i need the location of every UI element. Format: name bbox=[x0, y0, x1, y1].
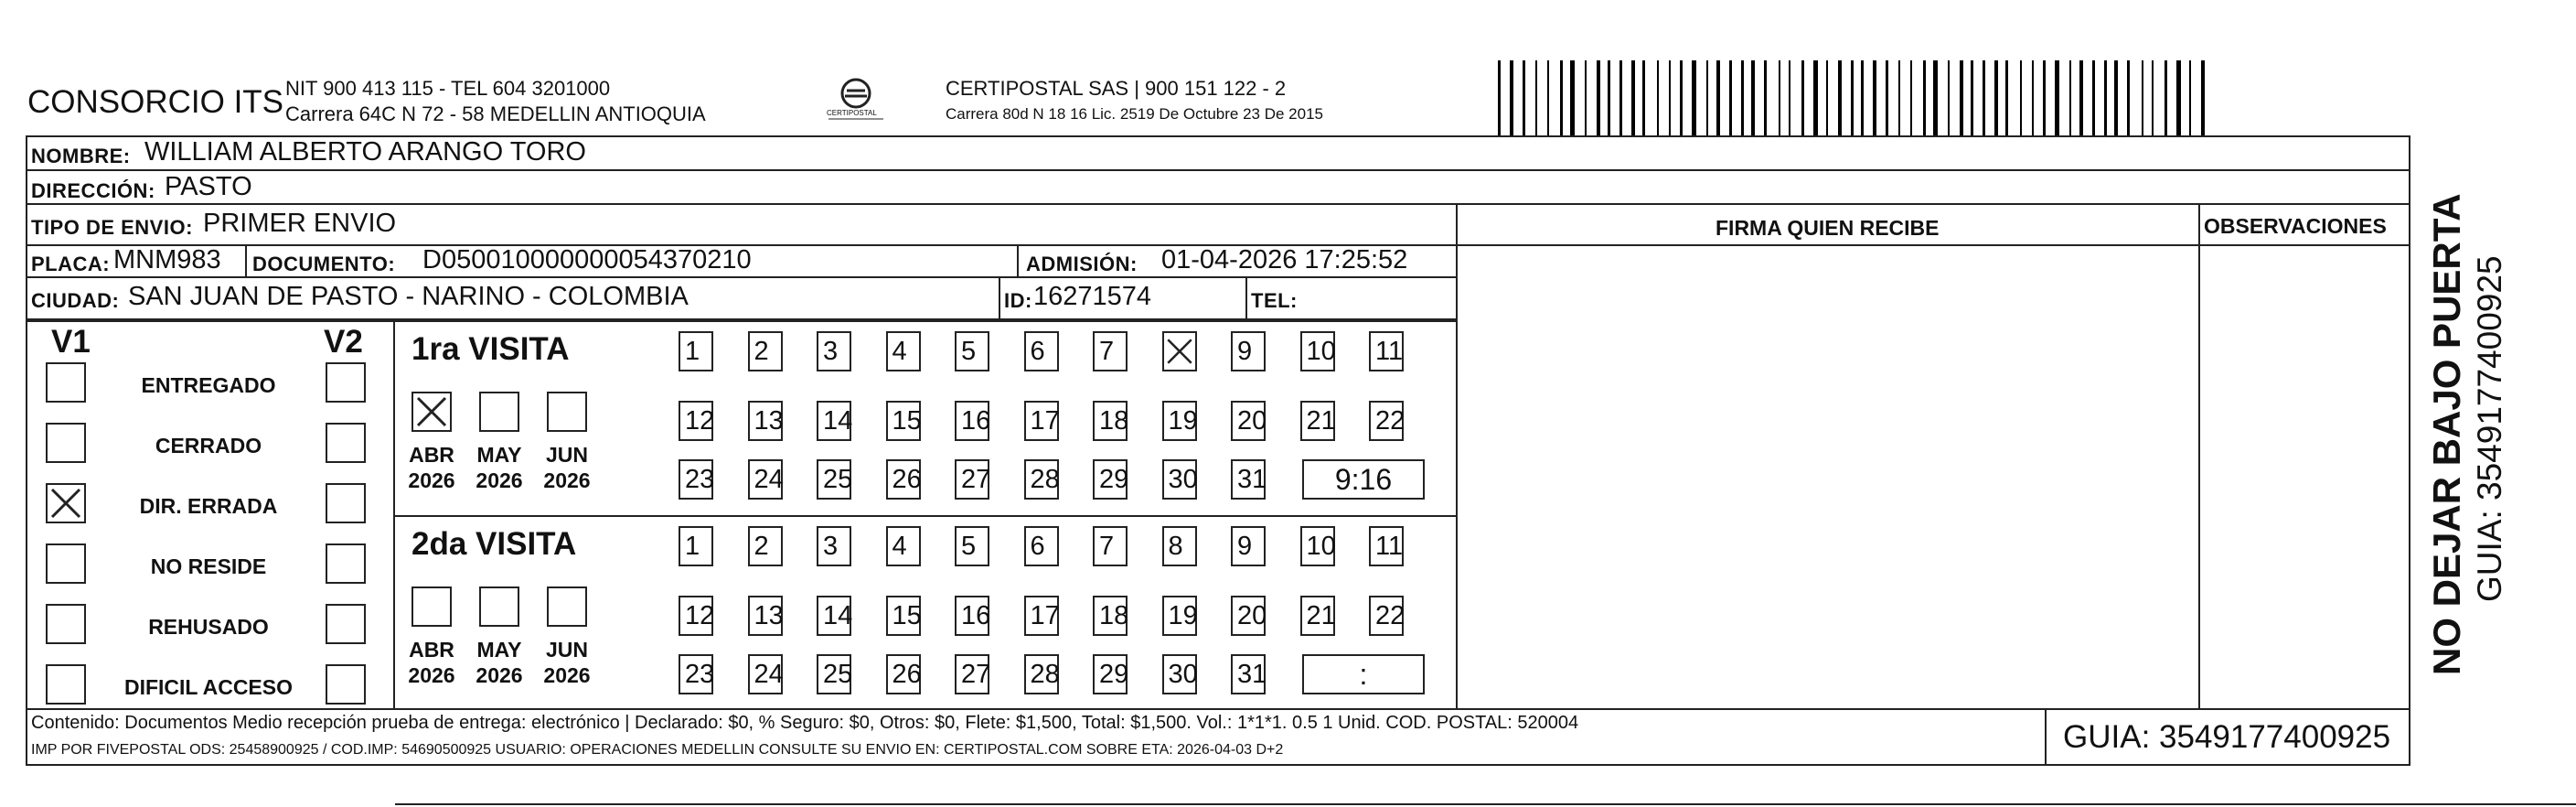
barcode-bar bbox=[2176, 60, 2181, 135]
month-checkbox[interactable] bbox=[412, 586, 452, 627]
v1-checkbox-5[interactable] bbox=[46, 664, 86, 705]
firma-left bbox=[1456, 203, 1458, 708]
v2-checkbox-2[interactable] bbox=[326, 483, 366, 523]
barcode-bar bbox=[1692, 60, 1696, 135]
day-box-19[interactable]: 19 bbox=[1162, 596, 1197, 636]
barcode-bar bbox=[1619, 60, 1622, 135]
day-box-21[interactable]: 21 bbox=[1300, 596, 1335, 636]
placa-divider bbox=[245, 244, 247, 276]
barcode-bar bbox=[1597, 60, 1600, 135]
day-box-28[interactable]: 28 bbox=[1024, 654, 1059, 694]
nit-line: NIT 900 413 115 - TEL 604 3201000 bbox=[285, 77, 611, 100]
barcode-bar bbox=[1764, 60, 1767, 135]
certipostal-line: CERTIPOSTAL SAS | 900 151 122 - 2 bbox=[946, 77, 1287, 100]
day-box-5[interactable]: 5 bbox=[955, 526, 989, 566]
visit-left bbox=[393, 320, 395, 708]
v1-checkbox-3[interactable] bbox=[46, 543, 86, 584]
day-box-30[interactable]: 30 bbox=[1162, 459, 1197, 500]
no-dejar-text: NO DEJAR BAJO PUERTA bbox=[2425, 193, 2468, 675]
day-box-1[interactable]: 1 bbox=[679, 526, 713, 566]
day-box-20[interactable]: 20 bbox=[1231, 596, 1266, 636]
day-box-4[interactable]: 4 bbox=[886, 331, 921, 371]
day-box-4[interactable]: 4 bbox=[886, 526, 921, 566]
placa-value: MNM983 bbox=[113, 245, 221, 274]
month-checkbox[interactable] bbox=[412, 392, 452, 432]
barcode-bar bbox=[2005, 60, 2008, 135]
barcode-bar bbox=[2164, 60, 2167, 135]
barcode bbox=[1498, 0, 2220, 137]
imp-text: IMP POR FIVEPOSTAL ODS: 25458900925 / COD.IMP: 54690500925 USUARIO: OPERACIONES MEDELLIN CONSULTE SU ENVIO EN: CERTIPOSTAL.COM SOBRE ETA: 2026-04-03 D+2 bbox=[31, 742, 1284, 758]
month-label: ABR 2026 bbox=[408, 638, 455, 687]
barcode-bar bbox=[1910, 60, 1912, 135]
day-box-7[interactable]: 7 bbox=[1093, 331, 1128, 371]
admision-divider bbox=[1017, 244, 1019, 276]
visit-time-box[interactable]: : bbox=[1302, 654, 1425, 694]
checkmark-x-icon bbox=[1164, 333, 1195, 370]
guia-divider bbox=[2045, 708, 2047, 764]
day-box-24[interactable]: 24 bbox=[748, 654, 783, 694]
documento-value: D050010000000054370210 bbox=[422, 245, 752, 274]
day-box-3[interactable]: 3 bbox=[817, 331, 851, 371]
obs-left bbox=[2198, 203, 2200, 708]
logo-caption: CERTIPOSTAL bbox=[827, 109, 877, 117]
barcode-bar bbox=[1838, 60, 1842, 135]
month-label: ABR 2026 bbox=[408, 443, 455, 492]
observaciones-label: OBSERVACIONES bbox=[2204, 214, 2387, 238]
day-box-16[interactable]: 16 bbox=[955, 401, 989, 441]
barcode-bar bbox=[1608, 60, 1610, 135]
barcode-bar bbox=[1789, 60, 1790, 135]
tel-label: TEL: bbox=[1251, 289, 1298, 312]
day-box-21[interactable]: 21 bbox=[1300, 401, 1335, 441]
status-option-label: CERRADO bbox=[155, 434, 262, 457]
day-box-23[interactable]: 23 bbox=[679, 459, 713, 500]
barcode-bar bbox=[1933, 60, 1938, 135]
v2-checkbox-3[interactable] bbox=[326, 543, 366, 584]
footer-top bbox=[26, 708, 2410, 710]
barcode-bar bbox=[1813, 60, 1818, 135]
certipostal-logo-icon bbox=[821, 75, 891, 126]
day-box-3[interactable]: 3 bbox=[817, 526, 851, 566]
day-box-26[interactable]: 26 bbox=[886, 654, 921, 694]
certipostal-address: Carrera 80d N 18 16 Lic. 2519 De Octubre 23 De 2015 bbox=[946, 105, 1323, 123]
day-box-12[interactable]: 12 bbox=[679, 401, 713, 441]
barcode-bar bbox=[2043, 60, 2046, 135]
barcode-bar bbox=[1669, 60, 1671, 135]
barcode-bar bbox=[1585, 60, 1587, 135]
month-label: JUN 2026 bbox=[543, 638, 591, 687]
checkmark-x-icon bbox=[48, 485, 84, 522]
barcode-bar bbox=[2092, 60, 2095, 135]
id-divider bbox=[999, 276, 1000, 318]
frame-left bbox=[26, 135, 27, 764]
contenido-text: Contenido: Documentos Medio recepción prueba de entrega: electrónico | Declarado: $0, % Seguro: $0, Otros: $0, Flete: $1,500, Total: $1,500. Vol.: 1*1*1. 0.5 1 Unid. COD. POSTAL: 520004 bbox=[31, 713, 1579, 733]
row-line-4 bbox=[26, 276, 1456, 278]
nombre-value: WILLIAM ALBERTO ARANGO TORO bbox=[144, 137, 586, 167]
day-box-8[interactable] bbox=[1162, 331, 1197, 371]
barcode-bar bbox=[1779, 60, 1780, 135]
day-box-14[interactable]: 14 bbox=[817, 596, 851, 636]
day-box-31[interactable]: 31 bbox=[1231, 654, 1266, 694]
day-box-31[interactable]: 31 bbox=[1231, 459, 1266, 500]
ciudad-label: CIUDAD: bbox=[31, 289, 120, 312]
firma-label: FIRMA QUIEN RECIBE bbox=[1716, 216, 1940, 240]
status-option-label: DIFICIL ACCESO bbox=[123, 675, 293, 699]
v2-checkbox-4[interactable] bbox=[326, 604, 366, 644]
barcode-bar bbox=[2079, 60, 2083, 135]
bottom-rule bbox=[395, 803, 2576, 805]
v1-checkbox-4[interactable] bbox=[46, 604, 86, 644]
barcode-bar bbox=[1560, 60, 1563, 135]
status-option-label: REHUSADO bbox=[148, 615, 269, 639]
barcode-bar bbox=[1983, 60, 1985, 135]
v2-checkbox-0[interactable] bbox=[326, 362, 366, 403]
v2-label: V2 bbox=[324, 324, 363, 360]
day-box-6[interactable]: 6 bbox=[1024, 526, 1059, 566]
day-box-25[interactable]: 25 bbox=[817, 459, 851, 500]
barcode-bar bbox=[1729, 60, 1732, 135]
day-box-7[interactable]: 7 bbox=[1093, 526, 1128, 566]
day-box-10[interactable]: 10 bbox=[1300, 331, 1335, 371]
status-option-label: DIR. ERRADA bbox=[139, 494, 278, 518]
barcode-bar bbox=[1642, 60, 1645, 135]
barcode-bar bbox=[2201, 60, 2205, 135]
barcode-bar bbox=[1498, 60, 1501, 135]
barcode-bar bbox=[1523, 60, 1525, 135]
visit-title: 2da VISITA bbox=[412, 526, 577, 562]
barcode-bar bbox=[2069, 60, 2071, 135]
barcode-bar bbox=[2127, 60, 2130, 135]
v1-checkbox-1[interactable] bbox=[46, 423, 86, 463]
day-box-22[interactable]: 22 bbox=[1369, 401, 1404, 441]
direccion-value: PASTO bbox=[165, 172, 252, 201]
visit-time-box[interactable]: 9:16 bbox=[1302, 459, 1425, 500]
day-box-11[interactable]: 11 bbox=[1369, 526, 1404, 566]
barcode-bar bbox=[1886, 60, 1888, 135]
day-box-26[interactable]: 26 bbox=[886, 459, 921, 500]
barcode-bar bbox=[1994, 60, 1998, 135]
barcode-bar bbox=[2189, 60, 2191, 135]
barcode-bar bbox=[1680, 60, 1683, 135]
day-box-18[interactable]: 18 bbox=[1093, 401, 1128, 441]
day-box-1[interactable]: 1 bbox=[679, 331, 713, 371]
barcode-bar bbox=[1801, 60, 1804, 135]
v2-checkbox-1[interactable] bbox=[326, 423, 366, 463]
day-box-13[interactable]: 13 bbox=[748, 596, 783, 636]
day-box-19[interactable]: 19 bbox=[1162, 401, 1197, 441]
row-line-1 bbox=[26, 169, 2410, 171]
day-box-6[interactable]: 6 bbox=[1024, 331, 1059, 371]
grid-top bbox=[26, 320, 1456, 322]
barcode-bar bbox=[1657, 60, 1659, 135]
footer-guia: GUIA: 3549177400925 bbox=[2063, 719, 2391, 755]
id-value: 16271574 bbox=[1033, 282, 1152, 311]
day-box-25[interactable]: 25 bbox=[817, 654, 851, 694]
barcode-bar bbox=[2020, 60, 2022, 135]
barcode-bar bbox=[1851, 60, 1854, 135]
day-box-16[interactable]: 16 bbox=[955, 596, 989, 636]
v1-label: V1 bbox=[51, 324, 91, 360]
month-checkbox[interactable] bbox=[479, 392, 519, 432]
barcode-bar bbox=[1547, 60, 1549, 135]
direccion-label: DIRECCIÓN: bbox=[31, 179, 155, 202]
barcode-bar bbox=[2152, 60, 2154, 135]
company-name: CONSORCIO ITS bbox=[27, 84, 284, 120]
barcode-bar bbox=[1751, 60, 1755, 135]
placa-label: PLACA: bbox=[31, 253, 111, 275]
status-option-label: ENTREGADO bbox=[141, 373, 276, 397]
admision-value: 01-04-2026 17:25:52 bbox=[1161, 245, 1408, 274]
day-box-22[interactable]: 22 bbox=[1369, 596, 1404, 636]
day-box-17[interactable]: 17 bbox=[1024, 596, 1059, 636]
checkmark-x-icon bbox=[413, 393, 450, 430]
barcode-bar bbox=[1861, 60, 1864, 135]
day-box-2[interactable]: 2 bbox=[748, 526, 783, 566]
side-guia: GUIA: 3549177400925 bbox=[2471, 255, 2508, 602]
day-box-27[interactable]: 27 bbox=[955, 654, 989, 694]
day-box-12[interactable]: 12 bbox=[679, 596, 713, 636]
address-line: Carrera 64C N 72 - 58 MEDELLIN ANTIOQUIA bbox=[285, 102, 706, 125]
month-label: JUN 2026 bbox=[543, 443, 591, 492]
barcode-bar bbox=[1706, 60, 1708, 135]
tipo-value: PRIMER ENVIO bbox=[203, 209, 397, 238]
day-box-10[interactable]: 10 bbox=[1300, 526, 1335, 566]
v1-checkbox-2[interactable] bbox=[46, 483, 86, 523]
barcode-bar bbox=[1948, 60, 1950, 135]
day-box-15[interactable]: 15 bbox=[886, 401, 921, 441]
barcode-bar bbox=[1960, 60, 1963, 135]
day-box-15[interactable]: 15 bbox=[886, 596, 921, 636]
day-box-20[interactable]: 20 bbox=[1231, 401, 1266, 441]
barcode-bar bbox=[1923, 60, 1926, 135]
barcode-bar bbox=[2032, 60, 2034, 135]
admision-label: ADMISIÓN: bbox=[1026, 253, 1138, 275]
barcode-bar bbox=[1570, 60, 1575, 135]
frame-bottom bbox=[26, 764, 2410, 766]
id-label: ID: bbox=[1004, 289, 1032, 312]
nombre-label: NOMBRE: bbox=[31, 145, 131, 167]
day-box-29[interactable]: 29 bbox=[1093, 654, 1128, 694]
day-box-13[interactable]: 13 bbox=[748, 401, 783, 441]
barcode-bar bbox=[2114, 60, 2118, 135]
visit-title: 1ra VISITA bbox=[412, 331, 570, 367]
day-box-27[interactable]: 27 bbox=[955, 459, 989, 500]
day-box-5[interactable]: 5 bbox=[955, 331, 989, 371]
barcode-bar bbox=[1741, 60, 1744, 135]
ciudad-value: SAN JUAN DE PASTO - NARINO - COLOMBIA bbox=[128, 282, 689, 311]
tel-divider bbox=[1245, 276, 1247, 318]
day-box-29[interactable]: 29 bbox=[1093, 459, 1128, 500]
month-label: MAY 2026 bbox=[476, 638, 523, 687]
frame-right bbox=[2409, 135, 2410, 764]
day-box-28[interactable]: 28 bbox=[1024, 459, 1059, 500]
barcode-bar bbox=[1971, 60, 1973, 135]
row-line-2 bbox=[26, 203, 2410, 205]
certipostal-logo bbox=[821, 75, 891, 126]
day-box-8[interactable]: 8 bbox=[1162, 526, 1197, 566]
month-checkbox[interactable] bbox=[547, 586, 587, 627]
day-box-9[interactable]: 9 bbox=[1231, 526, 1266, 566]
barcode-bar bbox=[1716, 60, 1720, 135]
day-box-9[interactable]: 9 bbox=[1231, 331, 1266, 371]
day-box-30[interactable]: 30 bbox=[1162, 654, 1197, 694]
day-box-14[interactable]: 14 bbox=[817, 401, 851, 441]
v1-checkbox-0[interactable] bbox=[46, 362, 86, 403]
month-checkbox[interactable] bbox=[479, 586, 519, 627]
barcode-bar bbox=[1631, 60, 1635, 135]
barcode-bar bbox=[2142, 60, 2143, 135]
tipo-label: TIPO DE ENVIO: bbox=[31, 216, 193, 239]
barcode-bar bbox=[1898, 60, 1900, 135]
v2-checkbox-5[interactable] bbox=[326, 664, 366, 705]
month-checkbox[interactable] bbox=[547, 392, 587, 432]
day-box-11[interactable]: 11 bbox=[1369, 331, 1404, 371]
barcode-bar bbox=[1535, 60, 1537, 135]
month-label: MAY 2026 bbox=[476, 443, 523, 492]
barcode-bar bbox=[1826, 60, 1828, 135]
barcode-bar bbox=[2055, 60, 2059, 135]
day-box-17[interactable]: 17 bbox=[1024, 401, 1059, 441]
visit-divider bbox=[393, 515, 1456, 517]
barcode-bar bbox=[1510, 60, 1513, 135]
day-box-2[interactable]: 2 bbox=[748, 331, 783, 371]
status-option-label: NO RESIDE bbox=[150, 554, 267, 578]
barcode-bar bbox=[2104, 60, 2107, 135]
barcode-bar bbox=[1873, 60, 1876, 135]
documento-label: DOCUMENTO: bbox=[252, 253, 396, 275]
day-box-18[interactable]: 18 bbox=[1093, 596, 1128, 636]
day-box-24[interactable]: 24 bbox=[748, 459, 783, 500]
day-box-23[interactable]: 23 bbox=[679, 654, 713, 694]
